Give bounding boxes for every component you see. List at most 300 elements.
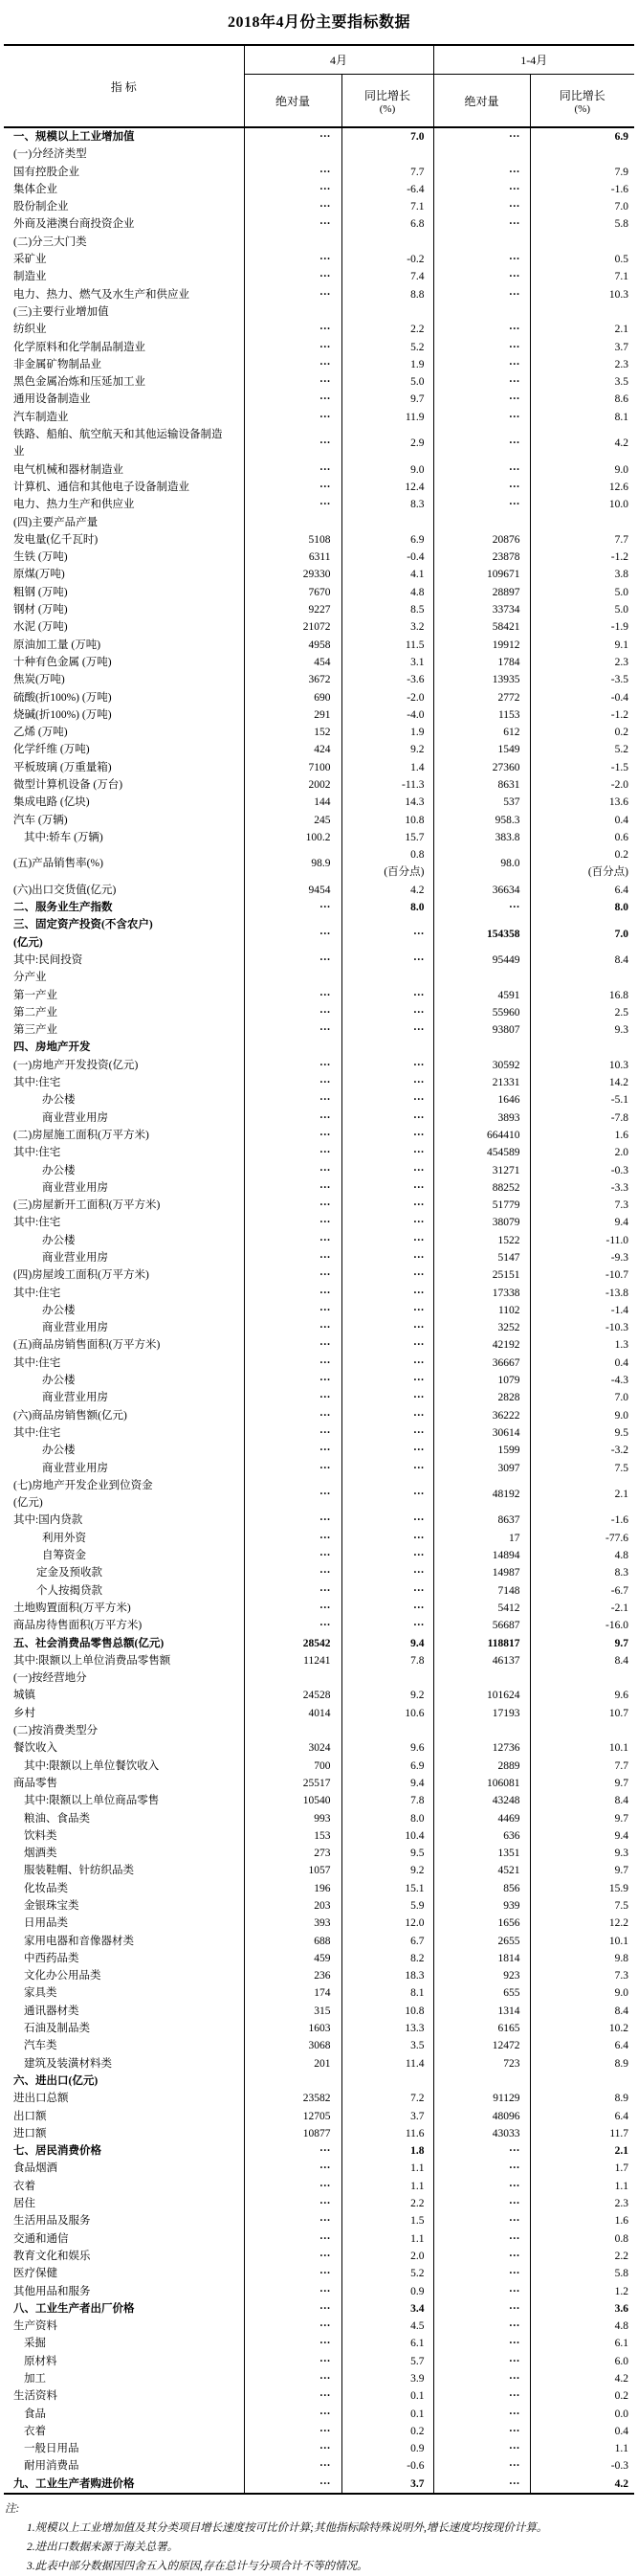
- value-cell-janapr-yoy: 12.6: [530, 479, 634, 496]
- value-cell-april-yoy: 9.2: [341, 1687, 433, 1704]
- indicator-cell: 医疗保健: [13, 2268, 57, 2280]
- value-cell-janapr-yoy: 7.3: [530, 1967, 634, 1984]
- value-cell-april-absolute: ···: [244, 1442, 341, 1459]
- indicator-cell: 商品房待售面积(万平方米): [13, 1620, 143, 1632]
- indicator-cell: 日用品类: [24, 1917, 68, 1930]
- table-row: [4, 409, 634, 426]
- value-cell-janapr-yoy: 9.4: [530, 1827, 634, 1845]
- value-cell-april-yoy: 7.2: [341, 2090, 433, 2107]
- value-cell-april-absolute: 203: [244, 1897, 341, 1915]
- value-cell-april-yoy: -4.0: [341, 706, 433, 724]
- value-cell-janapr-absolute: 28897: [433, 584, 530, 601]
- indicator-cell: 分产业: [13, 972, 47, 984]
- table-row: [4, 2335, 634, 2352]
- value-cell-janapr-absolute: 1314: [433, 2003, 530, 2020]
- indicator-cell: 原煤(万吨): [13, 569, 65, 581]
- value-cell-april-absolute: ···: [244, 1600, 341, 1617]
- indicator-cell: 文化办公用品类: [24, 1970, 101, 1982]
- value-cell-april-yoy: 10.6: [341, 1705, 433, 1722]
- value-cell-april-absolute: 688: [244, 1933, 341, 1950]
- value-cell-april-yoy: [341, 1669, 433, 1687]
- value-cell-april-absolute: ···: [244, 2318, 341, 2335]
- value-cell-janapr-absolute: [433, 234, 530, 251]
- indicator-cell: (二)房屋施工面积(万平方米): [13, 1129, 149, 1141]
- table-row: [4, 1652, 634, 1669]
- value-cell-april-absolute: 196: [244, 1880, 341, 1897]
- value-cell-april-yoy: ···: [341, 1074, 433, 1091]
- table-row: [4, 1984, 634, 2002]
- value-cell-april-yoy: 4.1: [341, 566, 433, 583]
- value-cell-janapr-yoy: -2.1: [530, 1600, 634, 1617]
- value-cell-janapr-absolute: ···: [433, 2318, 530, 2335]
- value-cell-april-absolute: 5108: [244, 531, 341, 549]
- value-cell-april-absolute: 153: [244, 1827, 341, 1845]
- indicator-cell: 交通和通信: [13, 2232, 69, 2245]
- indicator-cell: 发电量(亿千瓦时): [13, 533, 99, 546]
- indicator-cell: (二)按消费类型分: [13, 1725, 99, 1737]
- value-cell-janapr-absolute: ···: [433, 2300, 530, 2318]
- value-cell-janapr-yoy: -7.8: [530, 1109, 634, 1127]
- value-cell-april-yoy: ···: [341, 1249, 433, 1266]
- value-cell-april-yoy: 7.8: [341, 1652, 433, 1669]
- value-cell-april-absolute: 152: [244, 724, 341, 741]
- value-cell-april-yoy: 8.5: [341, 601, 433, 618]
- value-cell-april-yoy: -0.4: [341, 549, 433, 566]
- value-cell-janapr-absolute: ···: [433, 356, 530, 373]
- value-cell-janapr-yoy: 3.5: [530, 373, 634, 391]
- value-cell-april-yoy: 9.5: [341, 1845, 433, 1862]
- table-row: [4, 2423, 634, 2440]
- value-cell-april-absolute: ···: [244, 391, 341, 408]
- value-cell-janapr-yoy: 2.1: [530, 2142, 634, 2160]
- value-cell-april-yoy: 1.9: [341, 356, 433, 373]
- value-cell-janapr-absolute: ···: [433, 339, 530, 356]
- indicator-cell: 饮料类: [24, 1829, 57, 1842]
- value-cell-april-yoy: 5.2: [341, 339, 433, 356]
- value-cell-april-yoy: 5.0: [341, 373, 433, 391]
- value-cell-janapr-yoy: [530, 1039, 634, 1056]
- table-row: [4, 1827, 634, 1845]
- value-cell-janapr-absolute: 1522: [433, 1232, 530, 1249]
- value-cell-april-yoy: ···: [341, 1214, 433, 1231]
- value-cell-april-absolute: ···: [244, 1266, 341, 1284]
- table-row: [4, 1512, 634, 1529]
- indicator-cell: 五、社会消费品零售总额(亿元): [13, 1637, 165, 1649]
- value-cell-april-absolute: ···: [244, 987, 341, 1004]
- value-cell-april-yoy: -3.6: [341, 671, 433, 688]
- value-cell-janapr-yoy: 6.4: [530, 2108, 634, 2125]
- indicator-cell: (六)出口交货值(亿元): [13, 884, 117, 896]
- value-cell-april-absolute: ···: [244, 1424, 341, 1442]
- indicator-cell: 三、固定资产投资(不含农户) (亿元): [13, 919, 153, 949]
- value-cell-april-yoy: 1.8: [341, 2142, 433, 2160]
- indicator-cell: 办公楼: [42, 1234, 76, 1246]
- value-cell-janapr-yoy: 8.6: [530, 391, 634, 408]
- value-cell-april-yoy: 7.1: [341, 198, 433, 215]
- indicator-cell: 四、房地产开发: [13, 1042, 91, 1054]
- value-cell-april-yoy: ···: [341, 1057, 433, 1074]
- value-cell-janapr-yoy: 2.1: [530, 321, 634, 338]
- value-cell-april-absolute: ···: [244, 1477, 341, 1512]
- value-cell-april-yoy: 8.0: [341, 899, 433, 916]
- value-cell-april-yoy: 18.3: [341, 1967, 433, 1984]
- value-cell-janapr-yoy: 5.2: [530, 741, 634, 758]
- value-cell-april-yoy: 0.1: [341, 2387, 433, 2405]
- indicator-cell: 原材料: [24, 2355, 57, 2367]
- indicator-cell: 第二产业: [13, 1006, 57, 1019]
- value-cell-janapr-absolute: ···: [433, 127, 530, 146]
- indicator-cell: 衣着: [13, 2180, 35, 2192]
- value-cell-janapr-absolute: 20876: [433, 531, 530, 549]
- value-cell-april-absolute: ···: [244, 426, 341, 461]
- table-row: [4, 1739, 634, 1757]
- value-cell-april-absolute: 10540: [244, 1792, 341, 1809]
- indicator-cell: 第一产业: [13, 989, 57, 1001]
- table-row: [4, 549, 634, 566]
- indicator-cell: 进口额: [13, 2127, 47, 2139]
- value-cell-april-absolute: [244, 146, 341, 163]
- value-cell-janapr-absolute: 48192: [433, 1477, 530, 1512]
- value-cell-janapr-yoy: 0.2: [530, 2387, 634, 2405]
- value-cell-april-absolute: 3068: [244, 2037, 341, 2054]
- value-cell-april-yoy: 8.8: [341, 286, 433, 303]
- value-cell-janapr-yoy: -5.1: [530, 1091, 634, 1109]
- value-cell-janapr-absolute: ···: [433, 2178, 530, 2195]
- value-cell-janapr-absolute: 43033: [433, 2125, 530, 2142]
- value-cell-janapr-yoy: -1.6: [530, 1512, 634, 1529]
- value-cell-janapr-yoy: -3.5: [530, 671, 634, 688]
- table-row: [4, 2090, 634, 2107]
- value-cell-april-absolute: [244, 234, 341, 251]
- value-cell-april-yoy: 5.9: [341, 1897, 433, 1915]
- table-row: [4, 1775, 634, 1792]
- table-row: [4, 1950, 634, 1967]
- value-cell-janapr-absolute: 1351: [433, 1845, 530, 1862]
- value-cell-april-yoy: 10.4: [341, 1827, 433, 1845]
- value-cell-april-absolute: ···: [244, 356, 341, 373]
- value-cell-janapr-absolute: 723: [433, 2055, 530, 2072]
- table-row: [4, 234, 634, 251]
- value-cell-april-absolute: ···: [244, 1547, 341, 1564]
- value-cell-janapr-absolute: ···: [433, 2353, 530, 2370]
- value-cell-april-yoy: 8.2: [341, 1950, 433, 1967]
- value-cell-april-absolute: ···: [244, 409, 341, 426]
- value-cell-april-yoy: 15.7: [341, 829, 433, 846]
- value-cell-janapr-yoy: -9.3: [530, 1249, 634, 1266]
- value-cell-janapr-absolute: ···: [433, 426, 530, 461]
- indicator-cell: 微型计算机设备 (万台): [13, 778, 123, 791]
- table-row: [4, 1372, 634, 1389]
- table-row: [4, 2178, 634, 2195]
- value-cell-janapr-yoy: 10.1: [530, 1933, 634, 1950]
- value-cell-april-absolute: ···: [244, 1302, 341, 1319]
- value-cell-janapr-yoy: -1.4: [530, 1302, 634, 1319]
- value-cell-janapr-yoy: 10.3: [530, 1057, 634, 1074]
- value-cell-april-absolute: ···: [244, 2300, 341, 2318]
- value-cell-april-yoy: ···: [341, 1512, 433, 1529]
- value-cell-april-yoy: 3.9: [341, 2370, 433, 2387]
- value-cell-april-yoy: 4.2: [341, 882, 433, 899]
- value-cell-janapr-yoy: 7.3: [530, 1197, 634, 1214]
- table-row: [4, 2265, 634, 2282]
- table-row: [4, 689, 634, 706]
- value-cell-april-yoy: 15.1: [341, 1880, 433, 1897]
- indicator-cell: 金银珠宝类: [24, 1899, 79, 1912]
- indicator-cell: 其他用品和服务: [13, 2285, 91, 2297]
- table-row: [4, 1266, 634, 1284]
- value-cell-april-absolute: ···: [244, 1355, 341, 1372]
- value-cell-janapr-absolute: 1784: [433, 654, 530, 671]
- indicator-cell: 家用电器和音像器材类: [24, 1935, 134, 1947]
- table-row: [4, 1705, 634, 1722]
- value-cell-janapr-yoy: 4.2: [530, 426, 634, 461]
- value-cell-janapr-yoy: 4.8: [530, 2318, 634, 2335]
- indicator-cell: 七、居民消费价格: [13, 2145, 101, 2158]
- value-cell-april-absolute: 245: [244, 812, 341, 829]
- indicator-cell: (一)分经济类型: [13, 148, 87, 161]
- value-cell-janapr-yoy: 8.3: [530, 1564, 634, 1581]
- table-header: [4, 45, 634, 127]
- table-row: [4, 496, 634, 513]
- indicator-cell: 定金及预收款: [36, 1567, 102, 1579]
- value-cell-janapr-absolute: 383.8: [433, 829, 530, 846]
- value-cell-janapr-absolute: ···: [433, 2387, 530, 2405]
- value-cell-april-absolute: ···: [244, 1407, 341, 1424]
- value-cell-janapr-yoy: 2.1: [530, 1477, 634, 1512]
- indicator-cell: 其中:住宅: [13, 1356, 61, 1369]
- indicator-cell: 原油加工量 (万吨): [13, 638, 101, 651]
- indicator-cell: 电气机械和器材制造业: [13, 463, 123, 476]
- value-cell-april-yoy: [341, 514, 433, 531]
- table-row: [4, 1179, 634, 1197]
- value-cell-janapr-yoy: 0.8: [530, 2230, 634, 2248]
- indicator-cell: 居住: [13, 2198, 35, 2210]
- value-cell-janapr-yoy: 8.0: [530, 899, 634, 916]
- table-row: [4, 1635, 634, 1652]
- column-header-indicator: 指 标: [4, 45, 244, 127]
- table-row: [4, 1285, 634, 1302]
- value-cell-janapr-absolute: 537: [433, 794, 530, 811]
- value-cell-april-yoy: ···: [341, 1582, 433, 1600]
- indicator-cell: 其中:轿车 (万辆): [24, 831, 103, 843]
- indicator-cell: 服装鞋帽、针纺织品类: [24, 1865, 134, 1877]
- indicator-cell: 八、工业生产者出厂价格: [13, 2302, 135, 2315]
- indicator-cell: (六)商品房销售额(亿元): [13, 1409, 127, 1422]
- value-cell-april-absolute: ···: [244, 2265, 341, 2282]
- footnote-item: 2.进出口数据来源于海关总署。: [27, 2542, 179, 2554]
- value-cell-janapr-yoy: 3.7: [530, 339, 634, 356]
- table-row: [4, 303, 634, 321]
- value-cell-janapr-absolute: 109671: [433, 566, 530, 583]
- value-cell-janapr-yoy: 2.3: [530, 356, 634, 373]
- column-header-april: 4月: [244, 45, 433, 75]
- value-cell-april-yoy: 2.9: [341, 426, 433, 461]
- value-cell-janapr-yoy: [530, 1669, 634, 1687]
- value-cell-april-absolute: ···: [244, 1389, 341, 1406]
- value-cell-janapr-yoy: 6.4: [530, 882, 634, 899]
- value-cell-april-yoy: 9.6: [341, 1739, 433, 1757]
- value-cell-janapr-absolute: ···: [433, 2195, 530, 2212]
- value-cell-april-yoy: ···: [341, 1302, 433, 1319]
- indicator-cell: 纺织业: [13, 324, 47, 336]
- value-cell-janapr-absolute: ···: [433, 2475, 530, 2494]
- value-cell-april-absolute: ···: [244, 1021, 341, 1039]
- table-row: [4, 2160, 634, 2177]
- indicator-cell: 自筹资金: [42, 1550, 86, 1562]
- value-cell-janapr-yoy: 1.1: [530, 2178, 634, 2195]
- value-cell-janapr-absolute: 42192: [433, 1336, 530, 1354]
- value-cell-janapr-absolute: 95449: [433, 952, 530, 969]
- value-cell-janapr-yoy: 9.3: [530, 1021, 634, 1039]
- value-cell-april-absolute: 9454: [244, 882, 341, 899]
- value-cell-janapr-absolute: 612: [433, 724, 530, 741]
- value-cell-april-yoy: 4.5: [341, 2318, 433, 2335]
- indicator-cell: 汽车制造业: [13, 411, 69, 423]
- table-row: [4, 2020, 634, 2037]
- value-cell-janapr-yoy: 9.5: [530, 1424, 634, 1442]
- value-cell-april-yoy: ···: [341, 987, 433, 1004]
- value-cell-april-absolute: 1057: [244, 1862, 341, 1879]
- indicator-cell: 商业营业用房: [42, 1181, 108, 1194]
- value-cell-april-yoy: 9.2: [341, 741, 433, 758]
- value-cell-janapr-yoy: -0.3: [530, 1162, 634, 1179]
- value-cell-janapr-yoy: 0.2 (百分点): [530, 846, 634, 882]
- value-cell-janapr-yoy: 1.6: [530, 2212, 634, 2229]
- table-row: [4, 1933, 634, 1950]
- column-header-yoy-jan-apr: [530, 75, 634, 128]
- table-row: [4, 198, 634, 215]
- indicator-cell: 采掘: [24, 2338, 46, 2350]
- table-row: [4, 164, 634, 181]
- table-row: [4, 1880, 634, 1897]
- table-row: [4, 1810, 634, 1827]
- value-cell-janapr-absolute: ···: [433, 2423, 530, 2440]
- value-cell-april-absolute: 291: [244, 706, 341, 724]
- value-cell-janapr-yoy: 3.6: [530, 2300, 634, 2318]
- value-cell-april-yoy: 11.6: [341, 2125, 433, 2142]
- value-cell-april-yoy: 0.9: [341, 2283, 433, 2300]
- value-cell-april-yoy: ···: [341, 1232, 433, 1249]
- table-row: [4, 1582, 634, 1600]
- value-cell-april-yoy: ···: [341, 1372, 433, 1389]
- value-cell-april-absolute: ···: [244, 268, 341, 285]
- value-cell-janapr-absolute: 1153: [433, 706, 530, 724]
- value-cell-janapr-yoy: 9.3: [530, 1845, 634, 1862]
- indicator-cell: 其中:民间投资: [13, 953, 83, 966]
- column-header-absolute-april: 绝对量: [244, 75, 341, 128]
- value-cell-april-absolute: ···: [244, 2212, 341, 2229]
- value-cell-janapr-absolute: ···: [433, 286, 530, 303]
- value-cell-april-yoy: [341, 303, 433, 321]
- value-cell-janapr-absolute: 154358: [433, 916, 530, 952]
- value-cell-janapr-yoy: 8.9: [530, 2055, 634, 2072]
- indicator-cell: 计算机、通信和其他电子设备制造业: [13, 481, 189, 493]
- value-cell-janapr-absolute: ···: [433, 2457, 530, 2475]
- value-cell-april-absolute: ···: [244, 215, 341, 233]
- indicator-cell: (三)主要行业增加值: [13, 305, 109, 318]
- table-row: [4, 1144, 634, 1161]
- value-cell-janapr-absolute: ···: [433, 2265, 530, 2282]
- indicator-cell: 国有控股企业: [13, 166, 79, 178]
- value-cell-janapr-absolute: ···: [433, 2406, 530, 2423]
- indicator-cell: 焦炭(万吨): [13, 674, 65, 686]
- value-cell-janapr-absolute: 98.0: [433, 846, 530, 882]
- value-cell-janapr-yoy: 2.3: [530, 2195, 634, 2212]
- value-cell-janapr-absolute: 5147: [433, 1249, 530, 1266]
- value-cell-april-absolute: 98.9: [244, 846, 341, 882]
- value-cell-april-absolute: ···: [244, 899, 341, 916]
- indicator-cell: 集体企业: [13, 183, 57, 195]
- value-cell-janapr-yoy: [530, 969, 634, 986]
- column-header-yoy-april: [341, 75, 433, 128]
- value-cell-april-absolute: 10877: [244, 2125, 341, 2142]
- table-row: [4, 741, 634, 758]
- value-cell-janapr-absolute: ···: [433, 496, 530, 513]
- value-cell-janapr-yoy: 9.0: [530, 1984, 634, 2002]
- table-row: [4, 654, 634, 671]
- value-cell-janapr-yoy: 2.0: [530, 1144, 634, 1161]
- indicator-cell: 土地购置面积(万平方米): [13, 1602, 131, 1614]
- value-cell-janapr-absolute: 1814: [433, 1950, 530, 1967]
- value-cell-april-absolute: ···: [244, 2423, 341, 2440]
- value-cell-janapr-absolute: 4591: [433, 987, 530, 1004]
- table-row: [4, 1600, 634, 1617]
- value-cell-janapr-yoy: 0.5: [530, 251, 634, 268]
- value-cell-janapr-yoy: 7.1: [530, 268, 634, 285]
- value-cell-janapr-yoy: 12.2: [530, 1915, 634, 1932]
- indicator-cell: 其中:限额以上单位餐饮收入: [24, 1759, 160, 1772]
- value-cell-janapr-yoy: 6.1: [530, 2335, 634, 2352]
- indicator-cell: (四)房屋竣工面积(万平方米): [13, 1269, 149, 1282]
- value-cell-janapr-yoy: 7.9: [530, 164, 634, 181]
- table-row: [4, 1424, 634, 1442]
- value-cell-janapr-yoy: [530, 514, 634, 531]
- value-cell-april-absolute: 100.2: [244, 829, 341, 846]
- table-row: [4, 969, 634, 986]
- value-cell-april-absolute: ···: [244, 127, 341, 146]
- indicator-cell: (二)分三大门类: [13, 235, 87, 248]
- value-cell-janapr-yoy: 3.8: [530, 566, 634, 583]
- value-cell-janapr-absolute: 38079: [433, 1214, 530, 1231]
- table-row: [4, 2440, 634, 2457]
- indicator-cell: 办公楼: [42, 1094, 76, 1107]
- indicator-cell: 乙烯 (万吨): [13, 727, 68, 739]
- value-cell-janapr-yoy: 16.8: [530, 987, 634, 1004]
- value-cell-april-yoy: ···: [341, 1285, 433, 1302]
- value-cell-april-absolute: ···: [244, 1179, 341, 1197]
- table-row: [4, 426, 634, 461]
- value-cell-janapr-yoy: -16.0: [530, 1617, 634, 1634]
- table-body: [4, 127, 634, 2494]
- table-row: [4, 1039, 634, 1056]
- value-cell-april-absolute: ···: [244, 2440, 341, 2457]
- value-cell-janapr-absolute: ···: [433, 461, 530, 479]
- value-cell-janapr-yoy: 8.1: [530, 409, 634, 426]
- value-cell-janapr-absolute: ···: [433, 409, 530, 426]
- indicator-cell: 个人按揭贷款: [36, 1584, 102, 1597]
- value-cell-janapr-absolute: 27360: [433, 759, 530, 776]
- indicator-cell: 钢材 (万吨): [13, 604, 68, 616]
- value-cell-janapr-absolute: 17338: [433, 1285, 530, 1302]
- value-cell-janapr-absolute: ···: [433, 2230, 530, 2248]
- table-row: [4, 671, 634, 688]
- table-row: [4, 829, 634, 846]
- value-cell-janapr-absolute: 46137: [433, 1652, 530, 1669]
- value-cell-janapr-absolute: 5412: [433, 1600, 530, 1617]
- indicator-cell: 乡村: [13, 1707, 35, 1719]
- indicator-cell: 办公楼: [42, 1164, 76, 1176]
- value-cell-april-absolute: 25517: [244, 1775, 341, 1792]
